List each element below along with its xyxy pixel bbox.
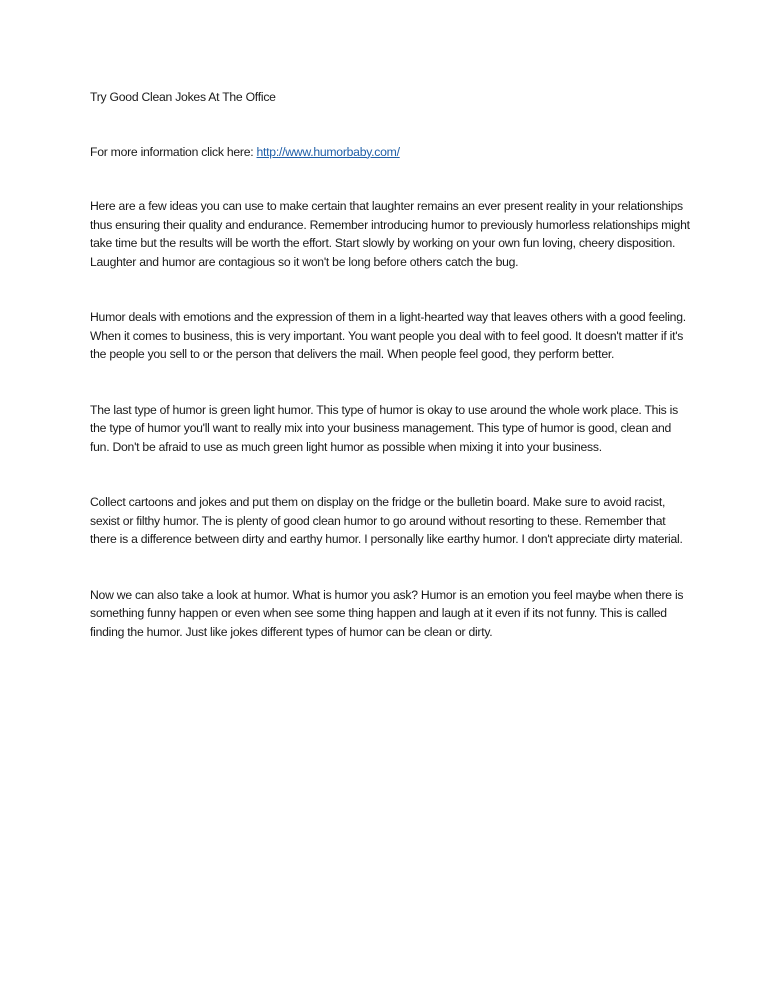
- paragraph-green-light-humor: The last type of humor is green light humor. This type of humor is okay to use around the whole work place. This is the type of humor you'll want to really mix into your business management. This type of humor is good, clean and fun. Don't be afraid to use as much green light humor as possible when mixing it into your business.: [90, 402, 678, 454]
- paragraph-emotions: Humor deals with emotions and the expression of them in a light-hearted way that leaves others with a good feeling. When it comes to business, this is very important. You want people you deal with to feel good. It doesn't matter if it's the people you sell to or the person that delivers the mail. When people feel good, they perform better.: [90, 310, 686, 361]
- more-info-line: [90, 143, 690, 162]
- humorbaby-link[interactable]: http://www.humorbaby.com/: [256, 144, 400, 159]
- more-info-label: For more information click here:: [90, 144, 257, 159]
- document-content: [90, 88, 690, 641]
- paragraph-what-is-humor: Now we can also take a look at humor. What is humor you ask? Humor is an emotion you feel maybe when there is something funny happen or even when see some thing happen and laugh at it even if its not funny. This is called finding the humor. Just like jokes different types of humor can be clean or dirty.: [90, 587, 684, 639]
- paragraph-cartoons-jokes: Collect cartoons and jokes and put them on display on the fridge or the bulletin board. Make sure to avoid racist, sexist or filthy humor. The is plenty of good clean humor to go around without resorting to these. Remember that there is a difference between dirty and earthy humor. I personally like earthy humor. I don't appreciate dirty material.: [90, 495, 683, 546]
- paragraph-ideas: Here are a few ideas you can use to make certain that laughter remains an ever present reality in your relationships thus ensuring their quality and endurance. Remember introducing humor to previously humorless relationships might take time but the results will be worth the effort. Start slowly by working on your own fun loving, cheery disposition. Laughter and humor are contagious so it won't be long before others catch the bug.: [90, 199, 690, 269]
- document-title: Try Good Clean Jokes At The Office: [90, 90, 276, 104]
